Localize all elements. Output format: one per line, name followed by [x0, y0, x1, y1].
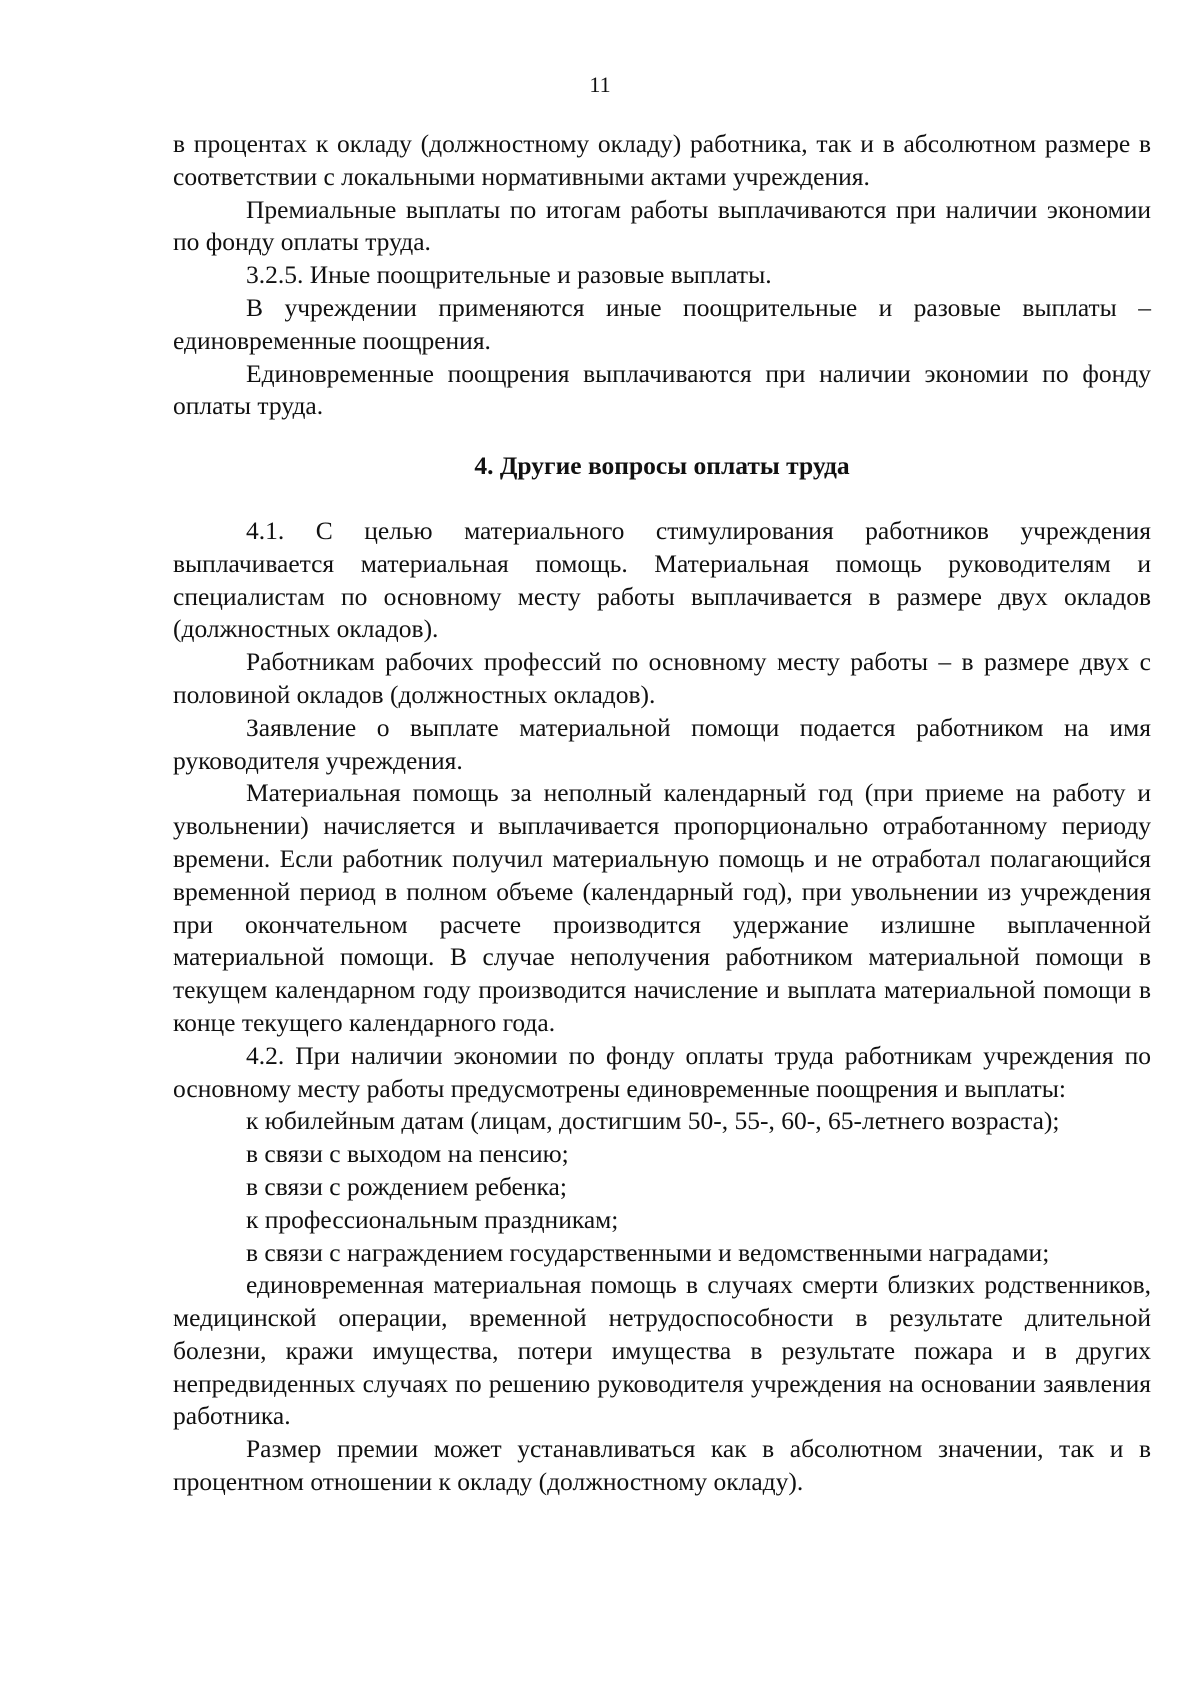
list-item-childbirth: в связи с рождением ребенка; [246, 1171, 567, 1201]
list-item-emergency-aid: единовременная материальная помощь в случаях смерти близких родственников, медицинской операции, временной нетрудоспособности в результате длительной болезни, кражи имущества, потери имущества в результате пожара и в других непредвиденных случаях по решению руководителя учреждения на основании заявления работника. [173, 1270, 1151, 1431]
paragraph-partial-year: Материальная помощь за неполный календарный год (при приеме на работу и увольнении) начисляется и выплачивается пропорционально отработанному периоду времени. Если работник получил материальную помощь и не отработал полагающийся временной период в полном объеме (календарный год), при увольнении из учреждения при окончательном расчете производится удержание излишне выплаченной материальной помощи. В случае неполучения работником материальной помощи в текущем календарном году производится начисление и выплата материальной помощи в конце текущего календарного года. [173, 778, 1151, 1037]
paragraph-other-payments: В учреждении применяются иные поощрительные и разовые выплаты – единовременные поощрения. [173, 292, 1151, 355]
paragraph-bonus-conditions: Премиальные выплаты по итогам работы выплачиваются при наличии экономии по фонду оплаты труда. [173, 194, 1151, 257]
paragraph-bonus-size: Размер премии может устанавливаться как в абсолютном значении, так и в процентном отношении к окладу (должностному окладу). [173, 1434, 1151, 1497]
page-number: 11 [589, 72, 611, 97]
paragraph-workers-aid: Работникам рабочих профессий по основному месту работы – в размере двух с половиной окладов (должностных окладов). [173, 647, 1151, 709]
paragraph-continuation: в процентах к окладу (должностному окладу) работника, так и в абсолютном размере в соответствии с локальными нормативными актами учреждения. [173, 129, 1151, 191]
paragraph-application: Заявление о выплате материальной помощи подается работником на имя руководителя учреждения. [173, 712, 1151, 775]
list-item-awards: в связи с награждением государственными и ведомственными наградами; [246, 1237, 1050, 1267]
list-item-anniversary: к юбилейным датам (лицам, достигшим 50-, 55-, 60-, 65-летнего возраста); [246, 1106, 1060, 1136]
paragraph-4-1: 4.1. С целью материального стимулирования работников учреждения выплачивается материальная помощь. Материальная помощь руководителям и специалистам по основному месту работы выплачивается в размере двух окладов (должностных окладов). [173, 515, 1151, 644]
list-item-professional-holidays: к профессиональным праздникам; [246, 1204, 619, 1234]
paragraph-4-2: 4.2. При наличии экономии по фонду оплаты труда работникам учреждения по основному месту работы предусмотрены единовременные поощрения и выплаты: [173, 1040, 1151, 1103]
list-item-retirement: в связи с выходом на пенсию; [246, 1139, 569, 1169]
paragraph-subsection-3-2-5: 3.2.5. Иные поощрительные и разовые выплаты. [246, 260, 772, 290]
document-body [173, 128, 1151, 1499]
section-heading-4: 4. Другие вопросы оплаты труда [474, 451, 850, 481]
paragraph-one-time-incentives: Единовременные поощрения выплачиваются при наличии экономии по фонду оплаты труда. [173, 358, 1151, 421]
